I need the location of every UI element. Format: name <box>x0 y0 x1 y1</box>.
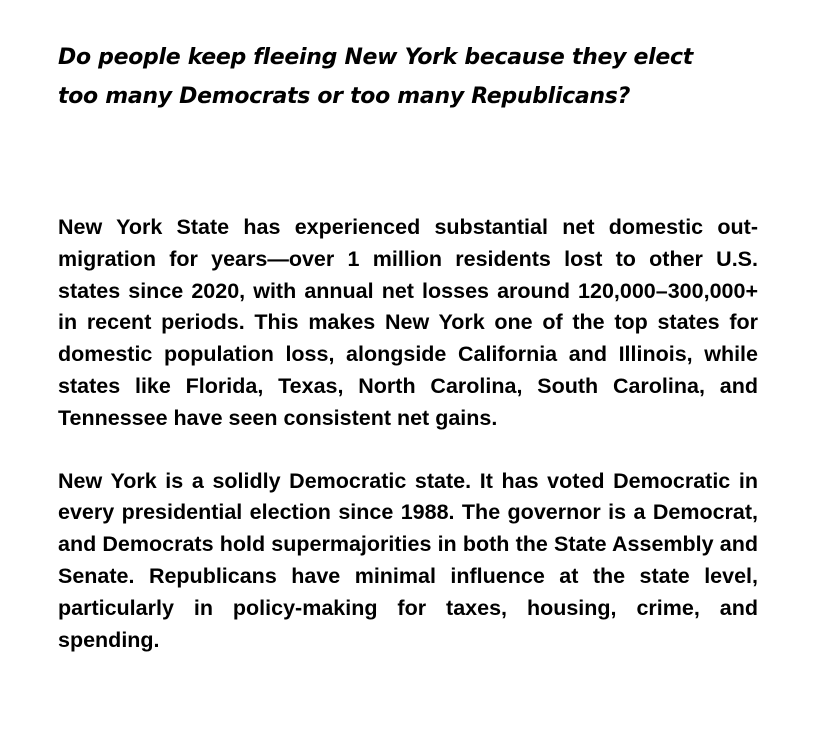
paragraph-politics: New York is a solidly Democratic state. It has voted Democratic in every presidential election since 1988. The governor is a Democrat, and Democrats hold supermajorities in both the State Assembly and Senate. Republicans have minimal influence at the state level, particularly in policy-making for taxes, housing, crime, and spending. <box>58 468 758 652</box>
question-heading: Do people keep fleeing New York because they elect too many Democrats or too many Republicans? <box>58 45 693 109</box>
paragraph-migration: New York State has experienced substantial net domestic out-migration for years—over 1 million residents lost to other U.S. states since 2020, with annual net losses around 120,000–300,000+ in recent periods. This makes New York one of the top states for domestic population loss, alongside California and Illinois, while states like Florida, Texas, North Carolina, South Carolina, and Tennessee have seen consistent net gains. <box>58 215 758 430</box>
document-body <box>58 38 758 656</box>
